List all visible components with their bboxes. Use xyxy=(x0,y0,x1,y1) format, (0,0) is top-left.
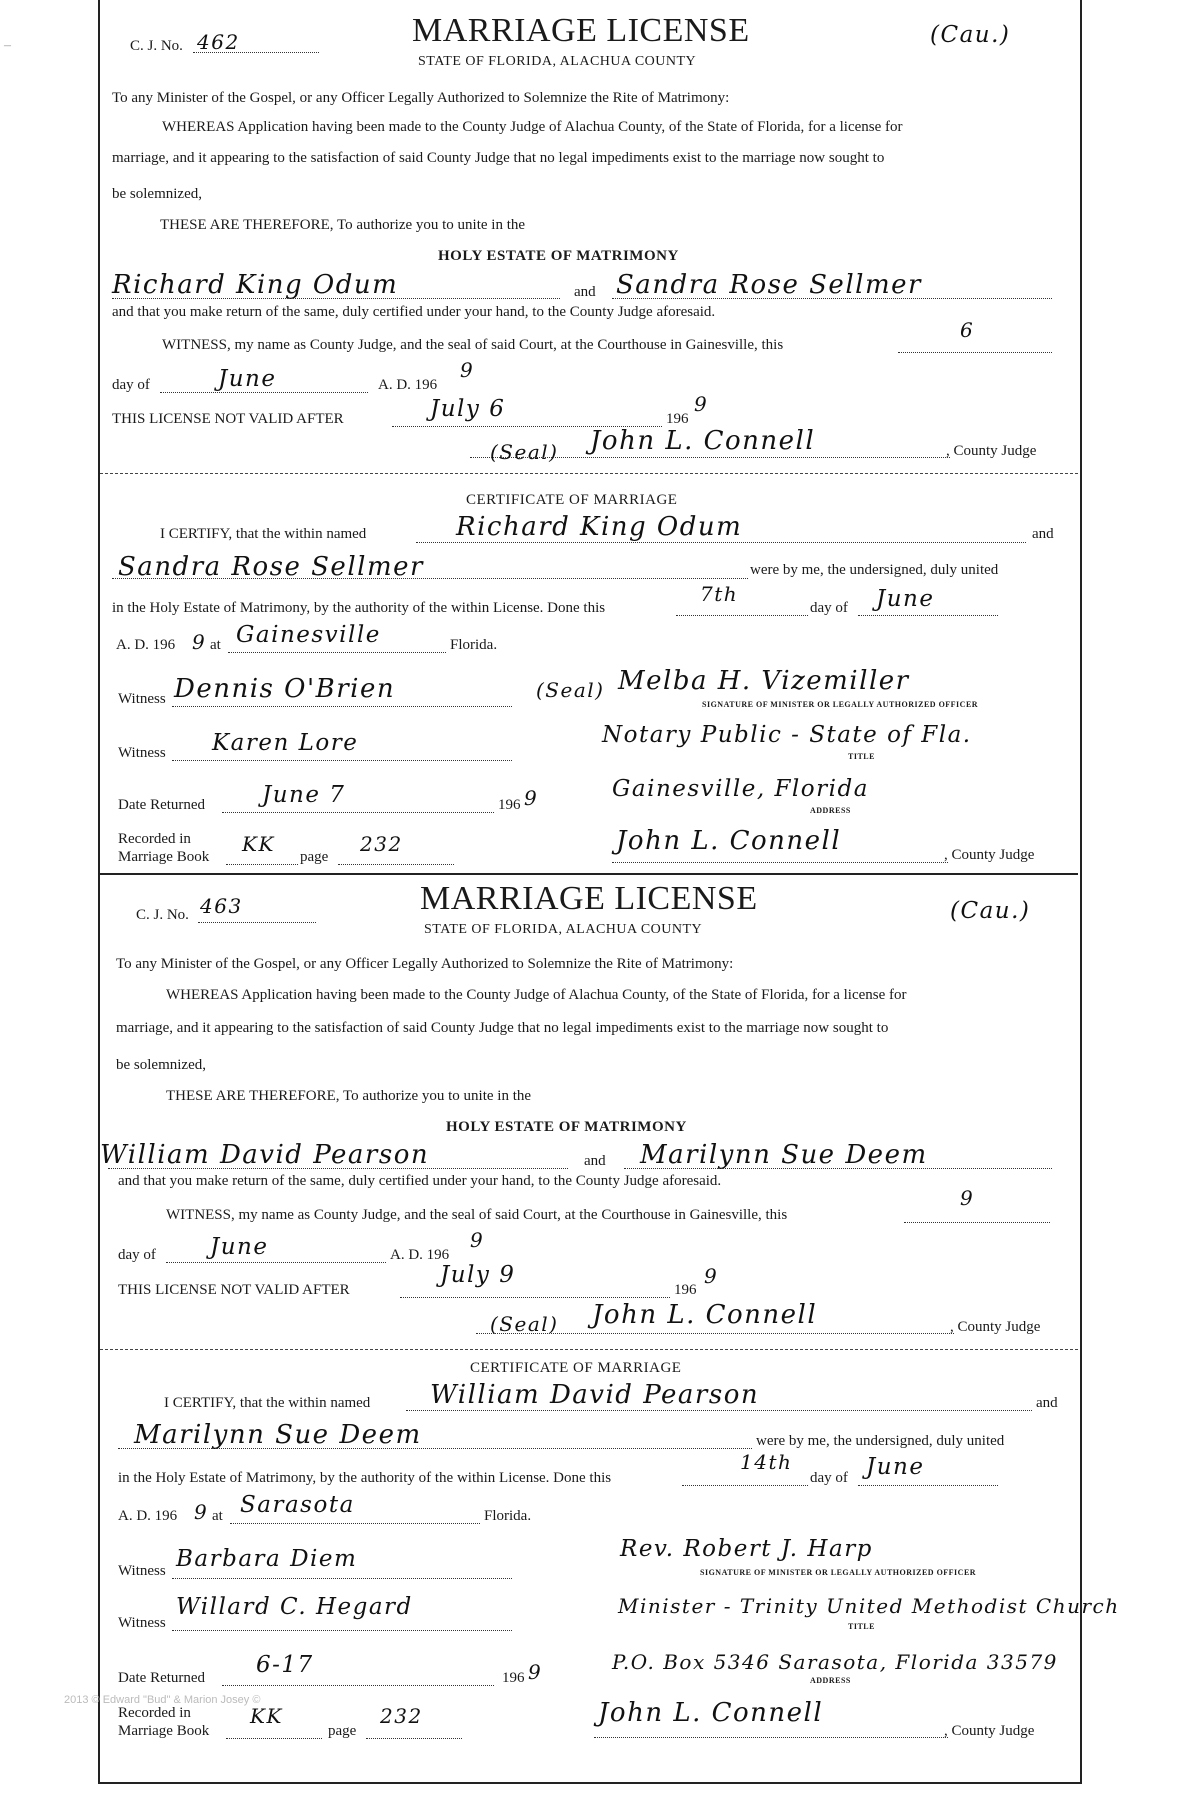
officer-title: Minister - Trinity United Methodist Church xyxy=(618,1594,1120,1618)
witness-label-1: Witness xyxy=(118,1563,166,1579)
authorize-line: THESE ARE THEREFORE, To authorize you to unite in the xyxy=(160,217,526,233)
florida-label: Florida. xyxy=(484,1508,532,1524)
ad-year: 9 xyxy=(194,1500,209,1524)
return-line: and that you make return of the same, duly certified under your hand, to the County Judge aforesaid. xyxy=(112,304,716,320)
certify-label: I CERTIFY, that the within named xyxy=(164,1395,371,1411)
judge-signature: John L. Connell xyxy=(590,426,816,456)
not-valid-year-label: 196 xyxy=(666,411,689,427)
certificate-title: CERTIFICATE OF MARRIAGE xyxy=(466,492,678,508)
witness-1: Dennis O'Brien xyxy=(174,674,396,704)
holy-estate-line: in the Holy Estate of Matrimony, by the authority of the within License. Done this xyxy=(112,600,606,616)
witness-line: WITNESS, my name as County Judge, and the seal of said Court, at the Courthouse in Gainesville, this xyxy=(162,337,784,353)
bride-name: Marilynn Sue Deem xyxy=(640,1140,928,1170)
day-of-label: day of xyxy=(810,1470,848,1486)
corner-note: (Cau.) xyxy=(930,22,1011,48)
cj-label: C. J. No. xyxy=(136,907,189,923)
license-year-digit: 9 xyxy=(460,358,475,382)
witness-1-seal: (Seal) xyxy=(536,678,605,702)
address-caption: ADDRESS xyxy=(810,806,851,815)
groom-name: Richard King Odum xyxy=(456,512,743,542)
marriage-place: Sarasota xyxy=(240,1492,355,1518)
recorded-label-1: Recorded in xyxy=(118,1705,191,1721)
groom-name: William David Pearson xyxy=(430,1380,760,1410)
ad-label: A. D. 196 xyxy=(116,637,176,653)
officer-address: P.O. Box 5346 Sarasota, Florida 33579 xyxy=(612,1650,1058,1674)
returned-year-digit: 9 xyxy=(524,786,539,810)
date-returned: June 7 xyxy=(262,782,346,808)
not-valid-date: July 6 xyxy=(430,396,506,422)
done-month: June xyxy=(876,586,935,612)
at-label: at xyxy=(210,637,221,653)
certify-label: I CERTIFY, that the within named xyxy=(160,526,367,542)
address-line: To any Minister of the Gospel, or any Officer Legally Authorized to Solemnize the Rite of Matrimony: xyxy=(116,956,734,972)
witness-2: Willard C. Hegard xyxy=(176,1594,413,1620)
page-label: page xyxy=(300,849,329,865)
bride-name: Marilynn Sue Deem xyxy=(134,1420,422,1450)
authorize-line: THESE ARE THEREFORE, To authorize you to unite in the xyxy=(166,1088,532,1104)
witness-day: 9 xyxy=(960,1186,975,1210)
and-label: and xyxy=(584,1153,606,1169)
ad-year: 9 xyxy=(192,630,207,654)
address-line: To any Minister of the Gospel, or any Officer Legally Authorized to Solemnize the Rite of Matrimony: xyxy=(112,90,730,106)
officer-caption: SIGNATURE OF MINISTER OR LEGALLY AUTHORIZED OFFICER xyxy=(700,1568,977,1577)
witness-day: 6 xyxy=(960,318,975,342)
scan-mark: – xyxy=(4,38,11,53)
license-year-digit: 9 xyxy=(470,1228,485,1252)
judge-signature: John L. Connell xyxy=(592,1300,818,1330)
license-month: June xyxy=(210,1234,269,1260)
day-of-label: day of xyxy=(112,377,150,393)
day-of-label: day of xyxy=(810,600,848,616)
book-id: KK xyxy=(250,1704,283,1728)
groom-name: Richard King Odum xyxy=(112,270,399,300)
cj-label: C. J. No. xyxy=(130,38,183,54)
whereas-line-1: WHEREAS Application having been made to the County Judge of Alachua County, of the State of Florida, for a license for xyxy=(166,987,907,1003)
county-judge-label: , County Judge xyxy=(944,847,1035,863)
seal-mark: (Seal) xyxy=(490,440,559,464)
recorded-label-1: Recorded in xyxy=(118,831,191,847)
title-caption: TITLE xyxy=(848,1622,875,1631)
not-valid-label: THIS LICENSE NOT VALID AFTER xyxy=(112,411,344,427)
not-valid-year-label: 196 xyxy=(674,1282,697,1298)
not-valid-date: July 9 xyxy=(440,1262,516,1288)
whereas-line-2: marriage, and it appearing to the satisfaction of said County Judge that no legal impediments exist to the marriage now sought to xyxy=(116,1020,889,1036)
judge-signature: John L. Connell xyxy=(598,1698,824,1728)
united-label: were by me, the undersigned, duly united xyxy=(756,1433,1005,1449)
recorded-label-2: Marriage Book xyxy=(118,849,210,865)
seal-mark: (Seal) xyxy=(490,1312,559,1336)
witness-line: WITNESS, my name as County Judge, and the seal of said Court, at the Courthouse in Gainesville, this xyxy=(166,1207,788,1223)
address-caption: ADDRESS xyxy=(810,1676,851,1685)
witness-label-1: Witness xyxy=(118,691,166,707)
officer-signature: Rev. Robert J. Harp xyxy=(620,1536,873,1562)
date-returned-label: Date Returned xyxy=(118,797,206,813)
whereas-line-3: be solemnized, xyxy=(116,1057,206,1073)
day-of-label: day of xyxy=(118,1247,156,1263)
recorded-label-2: Marriage Book xyxy=(118,1723,210,1739)
judge-signature: John L. Connell xyxy=(616,826,842,856)
cj-number: 462 xyxy=(197,30,240,54)
returned-year-digit: 9 xyxy=(528,1660,543,1684)
and-label: and xyxy=(574,284,596,300)
groom-name: William David Pearson xyxy=(100,1140,430,1170)
date-returned: 6-17 xyxy=(256,1652,314,1678)
witness-2: Karen Lore xyxy=(212,730,359,756)
witness-label-2: Witness xyxy=(118,745,166,761)
county-judge-label: , County Judge xyxy=(946,443,1037,459)
county-judge-label: , County Judge xyxy=(944,1723,1035,1739)
not-valid-label: THIS LICENSE NOT VALID AFTER xyxy=(118,1282,350,1298)
florida-label: Florida. xyxy=(450,637,498,653)
not-valid-year-digit: 9 xyxy=(694,392,709,416)
officer-signature: Melba H. Vizemiller xyxy=(618,666,910,696)
marriage-place: Gainesville xyxy=(236,622,381,648)
page-number: 232 xyxy=(360,832,403,856)
witness-1: Barbara Diem xyxy=(176,1546,358,1572)
done-month: June xyxy=(866,1454,925,1480)
done-day: 7th xyxy=(700,582,739,606)
returned-year-label: 196 xyxy=(498,797,521,813)
officer-address: Gainesville, Florida xyxy=(612,776,869,802)
at-label: at xyxy=(212,1508,223,1524)
whereas-line-1: WHEREAS Application having been made to the County Judge of Alachua County, of the State of Florida, for a license for xyxy=(162,119,903,135)
page-number: 232 xyxy=(380,1704,423,1728)
done-day: 14th xyxy=(740,1450,793,1474)
page-label: page xyxy=(328,1723,357,1739)
holy-estate-line: in the Holy Estate of Matrimony, by the authority of the within License. Done this xyxy=(118,1470,612,1486)
bride-name: Sandra Rose Sellmer xyxy=(118,552,424,582)
whereas-line-2: marriage, and it appearing to the satisfaction of said County Judge that no legal impediments exist to the marriage now sought to xyxy=(112,150,885,166)
holy-estate-heading: HOLY ESTATE OF MATRIMONY xyxy=(446,1119,687,1135)
officer-caption: SIGNATURE OF MINISTER OR LEGALLY AUTHORIZED OFFICER xyxy=(702,700,979,709)
ad-label: A. D. 196 xyxy=(118,1508,178,1524)
whereas-line-3: be solemnized, xyxy=(112,186,202,202)
return-line: and that you make return of the same, duly certified under your hand, to the County Judge aforesaid. xyxy=(118,1173,722,1189)
license-subtitle: STATE OF FLORIDA, ALACHUA COUNTY xyxy=(424,922,703,937)
copyright-watermark: 2013 © Edward "Bud" & Marion Josey © xyxy=(64,1694,261,1706)
and-label: and xyxy=(1032,526,1054,542)
county-judge-label: , County Judge xyxy=(950,1319,1041,1335)
ad-label: A. D. 196 xyxy=(378,377,438,393)
license-month: June xyxy=(218,366,277,392)
bride-name: Sandra Rose Sellmer xyxy=(616,270,922,300)
certificate-title: CERTIFICATE OF MARRIAGE xyxy=(470,1360,682,1376)
license-title: MARRIAGE LICENSE xyxy=(412,12,750,49)
ad-label: A. D. 196 xyxy=(390,1247,450,1263)
witness-label-2: Witness xyxy=(118,1615,166,1631)
date-returned-label: Date Returned xyxy=(118,1670,206,1686)
officer-title: Notary Public - State of Fla. xyxy=(602,722,972,748)
corner-note: (Cau.) xyxy=(950,898,1031,924)
cj-number: 463 xyxy=(200,894,243,918)
and-label: and xyxy=(1036,1395,1058,1411)
book-id: KK xyxy=(242,832,275,856)
united-label: were by me, the undersigned, duly united xyxy=(750,562,999,578)
holy-estate-heading: HOLY ESTATE OF MATRIMONY xyxy=(438,248,679,264)
not-valid-year-digit: 9 xyxy=(704,1264,719,1288)
title-caption: TITLE xyxy=(848,752,875,761)
license-title: MARRIAGE LICENSE xyxy=(420,880,758,917)
license-subtitle: STATE OF FLORIDA, ALACHUA COUNTY xyxy=(418,54,697,69)
returned-year-label: 196 xyxy=(502,1670,525,1686)
